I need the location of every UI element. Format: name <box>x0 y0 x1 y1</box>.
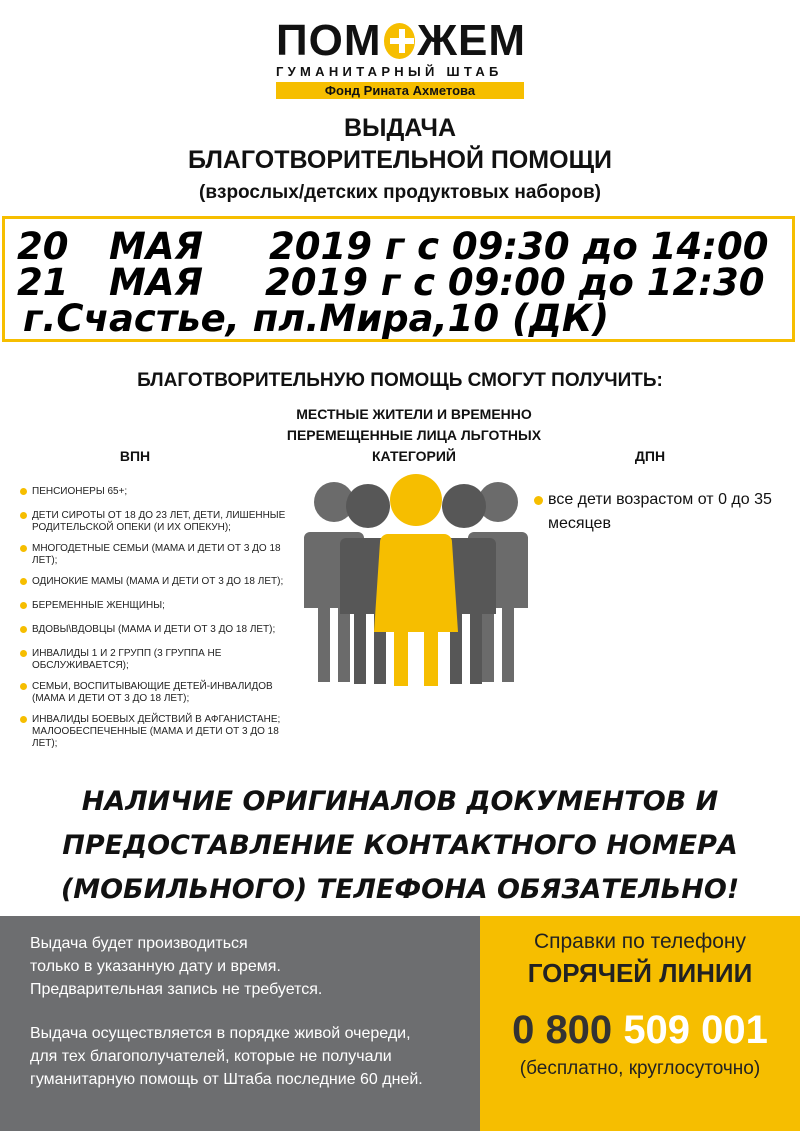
bullet-icon <box>20 545 27 552</box>
people-group-icon <box>302 470 530 688</box>
column-vpn-heading: ВПН <box>119 448 151 464</box>
schedule-time: 2019 г с 09:30 до 14:00 <box>269 225 769 268</box>
schedule-address: г.Счастье, пл.Мира,10 (ДК) <box>23 297 610 340</box>
bullet-icon <box>20 626 27 633</box>
footer-hotline-panel <box>480 916 800 1131</box>
medical-cross-icon <box>384 23 416 59</box>
bullet-icon <box>20 602 27 609</box>
list-item: ИНВАЛИДЫ БОЕВЫХ ДЕЙСТВИЙ В АФГАНИСТАНЕ; МАЛООБЕСПЕЧЕННЫЕ (МАМА И ДЕТИ ОТ 3 ДО 18 ЛЕТ); <box>20 714 290 750</box>
footer-info-block-2: Выдача осуществляется в порядке живой очереди, для тех благополучателей, которые не получали гуманитарную помощь от Штаба последние 60 дней. <box>30 1025 423 1088</box>
column-local-heading: МЕСТНЫЕ ЖИТЕЛИ И ВРЕМЕННО ПЕРЕМЕЩЕННЫЕ ЛИЦА ЛЬГОТНЫХ КАТЕГОРИЙ <box>286 406 542 464</box>
schedule-month: МАЯ <box>109 261 203 304</box>
vpn-list <box>20 486 290 750</box>
notice-line-2: ПРЕДОСТАВЛЕНИЕ КОНТАКТНОГО НОМЕРА <box>62 830 738 861</box>
bullet-icon <box>534 496 543 505</box>
logo-text-right: ЖЕМ <box>417 16 526 65</box>
bullet-icon <box>20 512 27 519</box>
logo-subtitle: ГУМАНИТАРНЫЙ ШТАБ <box>276 64 503 79</box>
bullet-icon <box>20 650 27 657</box>
hotline-title: ГОРЯЧЕЙ ЛИНИИ <box>527 958 753 988</box>
hotline-phone[interactable]: 0 800 509 001 <box>512 1008 768 1052</box>
schedule-time: 2019 г с 09:00 до 12:30 <box>265 261 765 304</box>
bullet-icon <box>20 716 27 723</box>
notice-line-1: НАЛИЧИЕ ОРИГИНАЛОВ ДОКУМЕНТОВ И <box>81 786 719 817</box>
notice-line-3: (МОБИЛЬНОГО) ТЕЛЕФОНА ОБЯЗАТЕЛЬНО! <box>60 874 740 905</box>
schedule-box <box>2 216 795 342</box>
list-item: БЕРЕМЕННЫЕ ЖЕНЩИНЫ; <box>20 600 290 612</box>
heading-line-1: ВЫДАЧА <box>343 114 457 142</box>
list-item: ИНВАЛИДЫ 1 И 2 ГРУПП (3 ГРУППА НЕ ОБСЛУЖИВАЕТСЯ); <box>20 648 290 672</box>
list-item: ПЕНСИОНЕРЫ 65+; <box>20 486 290 498</box>
heading-line-2: БЛАГОТВОРИТЕЛЬНОЙ ПОМОЩИ <box>187 146 613 174</box>
logo-wordmark <box>276 16 526 66</box>
hotline-note: (бесплатно, круглосуточно) <box>519 1058 761 1079</box>
column-dpn-heading: ДПН <box>634 448 666 464</box>
logo-text-left: ПОМ <box>276 16 382 65</box>
bullet-icon <box>20 683 27 690</box>
recipients-title: БЛАГОТВОРИТЕЛЬНУЮ ПОМОЩЬ СМОГУТ ПОЛУЧИТЬ: <box>137 370 663 391</box>
footer-info-block-1: Выдача будет производиться только в указанную дату и время. Предварительная запись не требуется. <box>30 935 323 998</box>
bullet-icon <box>20 578 27 585</box>
dpn-list-item: все дети возрастом от 0 до 35 месяцев <box>534 488 796 536</box>
list-item: СЕМЬИ, ВОСПИТЫВАЮЩИЕ ДЕТЕЙ-ИНВАЛИДОВ (МАМА И ДЕТИ ОТ 3 ДО 18 ЛЕТ); <box>20 681 290 705</box>
list-item: МНОГОДЕТНЫЕ СЕМЬИ (МАМА И ДЕТИ ОТ 3 ДО 18 ЛЕТ); <box>20 543 290 567</box>
footer-info-panel <box>0 916 480 1131</box>
bullet-icon <box>20 488 27 495</box>
hotline-label: Справки по телефону <box>533 930 747 953</box>
list-item: ДЕТИ СИРОТЫ ОТ 18 ДО 23 ЛЕТ, ДЕТИ, ЛИШЕННЫЕ РОДИТЕЛЬСКОЙ ОПЕКИ (И ИХ ОПЕКУН); <box>20 510 290 534</box>
list-item: ОДИНОКИЕ МАМЫ (МАМА И ДЕТИ ОТ 3 ДО 18 ЛЕТ); <box>20 576 290 588</box>
schedule-day: 20 <box>17 225 69 268</box>
heading-subtitle: (взрослых/детских продуктовых наборов) <box>199 182 601 203</box>
list-item: ВДОВЫ\ВДОВЦЫ (МАМА И ДЕТИ ОТ 3 ДО 18 ЛЕТ); <box>20 624 290 636</box>
logo-foundation-band: Фонд Рината Ахметова <box>276 82 524 99</box>
schedule-day: 21 <box>17 261 69 304</box>
schedule-month: МАЯ <box>109 225 203 268</box>
